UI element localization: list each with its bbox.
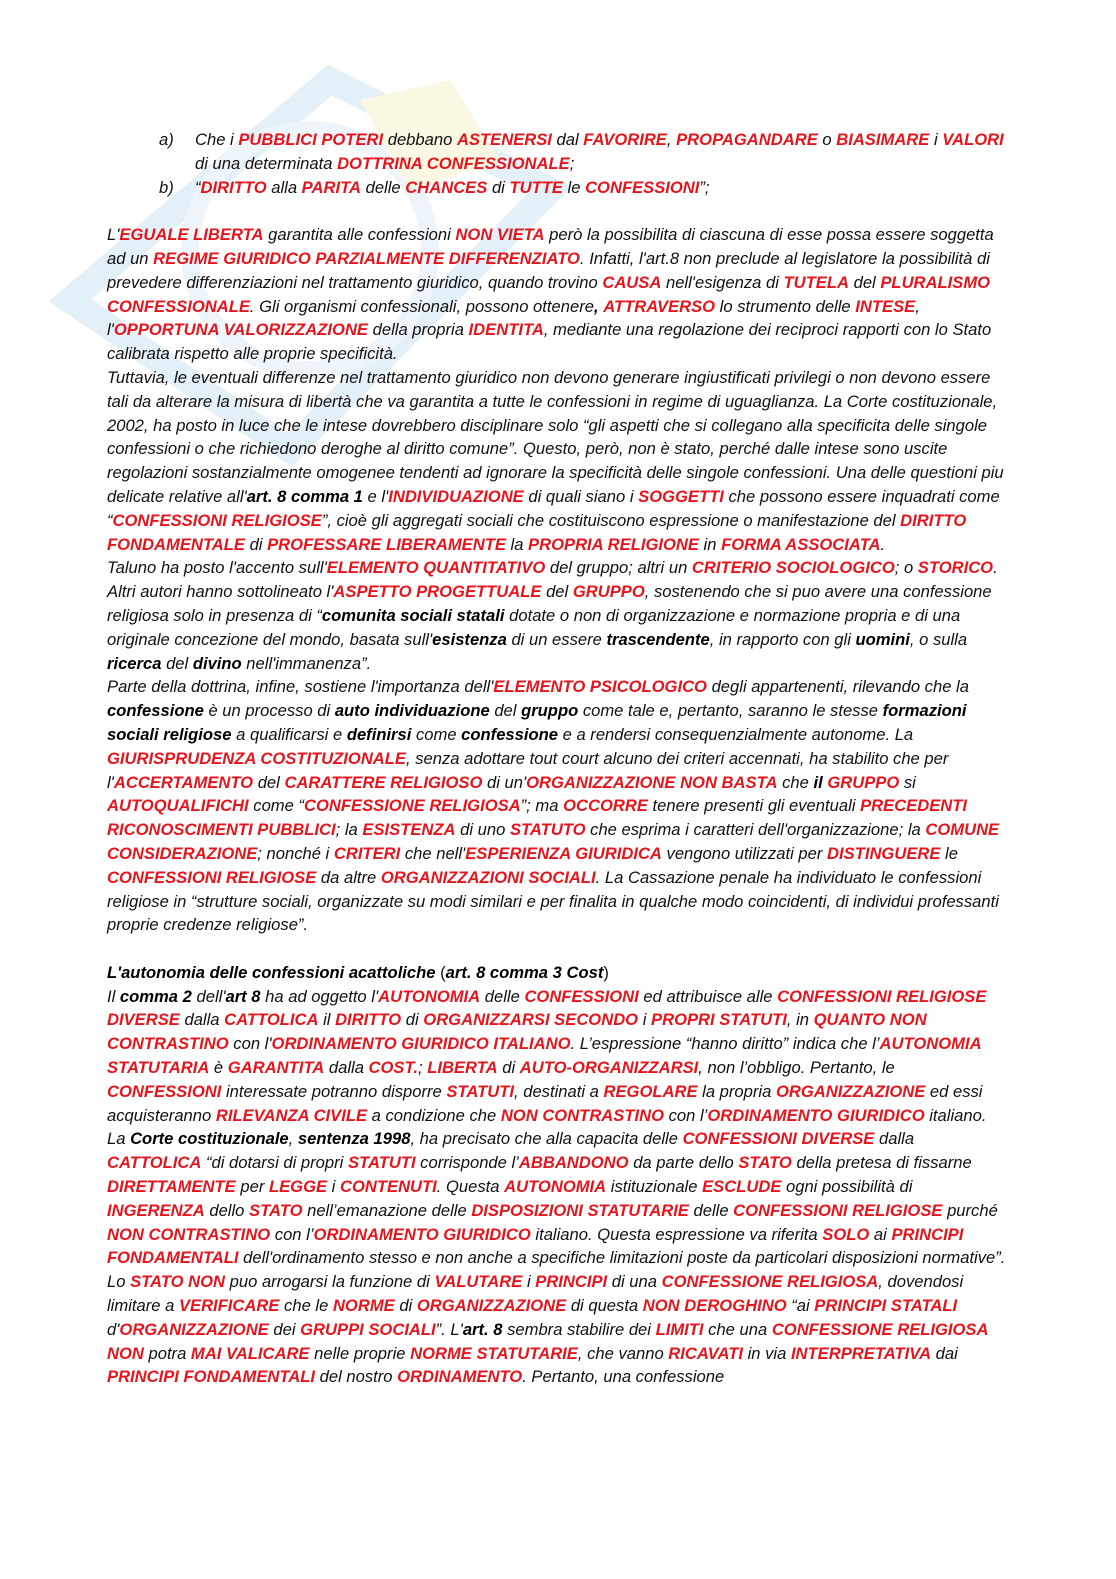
text-run: dei (268, 1319, 301, 1339)
text-run: delle (360, 177, 406, 197)
text-run: o (817, 130, 837, 149)
text-run: delle (688, 1200, 734, 1220)
highlighted-term: SOLO (822, 1224, 870, 1244)
highlighted-term: CONFESSIONE RELIGIOSA (661, 1272, 879, 1292)
bold-term: trascendente (606, 629, 710, 649)
text-run: per (235, 1177, 269, 1197)
highlighted-term: MAI VALICARE (190, 1343, 310, 1363)
highlighted-term: DOTTRINA CONFESSIONALE (337, 153, 570, 173)
text-run: nell'esigenza di (661, 272, 784, 292)
text-run: di una (607, 1272, 662, 1292)
text-run: dal (551, 130, 584, 149)
text-run: è (209, 1058, 228, 1078)
bold-term: uomini (855, 629, 910, 649)
text-run: di (401, 1010, 424, 1030)
list-marker: a) (159, 130, 174, 149)
highlighted-term: ORDINAMENTO GIURIDICO ITALIANO (271, 1034, 571, 1054)
highlighted-term: ORGANIZZARSI SECONDO (423, 1010, 639, 1030)
text-run: si (899, 772, 916, 792)
text-run: , sostenendo che si puo avere una confessione religiosa solo in presenza di “ (107, 582, 992, 625)
text-run: italiano. Questa espressione va riferita (530, 1224, 823, 1244)
text-run: di (394, 1296, 417, 1316)
text-run: con l' (228, 1034, 272, 1054)
bold-term: esistenza (432, 629, 507, 649)
highlighted-term: DIRITTO FONDAMENTALE (107, 510, 967, 554)
list-marker: b) (159, 177, 174, 197)
highlighted-term: PROFESSARE LIBERAMENTE (267, 534, 506, 554)
highlighted-term: CRITERI (333, 843, 401, 863)
highlighted-term: SOGGETTI (638, 486, 724, 506)
highlighted-term: NORME STATUTARIE (410, 1343, 578, 1363)
text-run: che le (279, 1296, 333, 1316)
highlighted-term: GRUPPO (827, 772, 900, 792)
text-run: , (666, 130, 677, 149)
highlighted-term: INTESE (855, 296, 916, 316)
highlighted-term: CHANCES (405, 177, 488, 197)
highlighted-term: ORDINAMENTO GIURIDICO (707, 1105, 925, 1125)
bold-term: definirsi (346, 724, 412, 744)
highlighted-term: EGUALE LIBERTA (119, 225, 264, 245)
text-run: ”; (699, 177, 710, 197)
highlighted-term: CATTOLICA (224, 1010, 319, 1030)
highlighted-term: ESISTENZA (362, 820, 456, 840)
list-item-b (107, 176, 1007, 200)
text-run: ha ad oggetto l' (260, 986, 379, 1006)
text-run: nell’emanazione delle (302, 1200, 472, 1220)
text-run: vengono utilizzati per (661, 843, 828, 863)
text-run: , ha precisato che alla capacita delle (410, 1129, 683, 1149)
bold-term: art. 8 comma 1 (246, 486, 363, 506)
highlighted-term: CONFESSIONI RELIGIOSE (733, 1200, 943, 1220)
bold-term: divino (192, 653, 242, 673)
bold-term: formazioni sociali religiose (107, 701, 967, 744)
highlighted-term: RICAVATI (668, 1343, 743, 1363)
highlighted-term: ACCERTAMENTO (113, 772, 254, 792)
highlighted-term: PRINCIPI STATALI (814, 1296, 958, 1316)
bold-term: confessione (107, 701, 204, 721)
highlighted-term: PLURALISMO CONFESSIONALE (107, 272, 991, 316)
highlighted-term: STATUTI (446, 1081, 514, 1101)
highlighted-term: VERIFICARE (178, 1296, 280, 1316)
highlighted-term: CONFESSIONE RELIGIOSA (303, 796, 521, 816)
text-run: del (541, 582, 573, 602)
highlighted-term: TUTELA (783, 272, 849, 292)
highlighted-term: INTERPRETATIVA (790, 1343, 932, 1363)
bold-term: Corte costituzionale (130, 1129, 289, 1149)
text-run: debbano (383, 130, 457, 149)
highlighted-term: COST. (368, 1058, 419, 1078)
highlighted-term: ORGANIZZAZIONE (775, 1081, 926, 1101)
text-run: ; la (335, 820, 363, 840)
text-run: i (638, 1010, 652, 1030)
highlighted-term: REGIME GIURIDICO PARZIALMENTE DIFFERENZIATO (153, 248, 580, 268)
text-run: in (698, 534, 722, 554)
highlighted-term: CONFESSIONI RELIGIOSE DIVERSE (107, 986, 987, 1030)
text-run: , (288, 1129, 298, 1149)
text-run: , in rapporto con gli (709, 629, 856, 649)
highlighted-term: CATTOLICA (107, 1153, 202, 1173)
highlighted-term: DIRITTO (200, 177, 267, 197)
highlighted-term: STATUTI (347, 1153, 416, 1173)
text-run: a qualificarsi e (231, 724, 347, 744)
highlighted-term: PRINCIPI FONDAMENTALI (107, 1367, 316, 1387)
highlighted-term: NORME (332, 1296, 395, 1316)
highlighted-term: VALORI (942, 130, 1004, 149)
text-run: da altre (316, 867, 381, 887)
bold-term: confessione (461, 724, 558, 744)
highlighted-term: ELEMENTO QUANTITATIVO (326, 558, 546, 578)
text-run: ai (869, 1224, 892, 1244)
highlighted-term: ORGANIZZAZIONI SOCIALI (380, 867, 596, 887)
text-run: “ai (786, 1296, 815, 1316)
text-run: , in (786, 1010, 814, 1030)
text-run: Taluno ha posto l'accento sull' (107, 558, 327, 578)
highlighted-term: AUTONOMIA (378, 986, 481, 1006)
text-run: di quali siano i (523, 486, 639, 506)
text-run: di un' (482, 772, 527, 792)
text-run: ( (435, 962, 446, 982)
spacer (107, 937, 1007, 961)
bold-term: L'autonomia delle confessioni acattoliche (107, 962, 436, 982)
highlighted-term: LIMITI (655, 1319, 704, 1339)
highlighted-term: NON CONTRASTINO (107, 1224, 271, 1244)
text-run: come tale e, pertanto, saranno le stesse (578, 701, 883, 721)
text-run: i (929, 130, 943, 149)
text-run: Parte della dottrina, infine, sostiene l'importanza dell' (107, 677, 494, 697)
highlighted-term: DIRETTAMENTE (107, 1177, 236, 1197)
text-run: , o sulla (909, 629, 968, 649)
text-run: tenere presenti gli eventuali (647, 796, 861, 816)
bold-term: comunita sociali statali (321, 605, 505, 625)
text-run: da parte dello (628, 1153, 739, 1173)
bold-term: sentenza 1998 (297, 1129, 411, 1149)
bold-term: , (593, 296, 599, 316)
highlighted-term: AUTOQUALIFICHI (107, 796, 249, 816)
text-run: L' (107, 225, 120, 245)
text-run: ed attribuisce alle (638, 986, 778, 1006)
highlighted-term: PRECEDENTI RICONOSCIMENTI PUBBLICI (107, 796, 968, 840)
list-item-text (195, 130, 1004, 173)
section-heading (107, 961, 1007, 985)
text-run: dello (204, 1200, 250, 1220)
text-run: del (848, 272, 881, 292)
text-run: dotate o non di organizzazione e normazione propria e di una originale concezione del mondo, basata sull' (107, 605, 961, 649)
text-run: del (489, 701, 522, 721)
highlighted-term: STATUTO (509, 820, 586, 840)
text-run: come “ (248, 796, 304, 816)
text-run: , che vanno (577, 1343, 669, 1363)
text-run: . (880, 534, 886, 554)
text-run: istituzionale (606, 1177, 703, 1197)
text-run: però la possibilita di ciascuna di esse possa essere soggetta ad un (107, 225, 994, 268)
text-run: le (940, 843, 958, 863)
text-run: il (318, 1010, 336, 1030)
highlighted-term: BIASIMARE (836, 130, 930, 149)
text-run: alla (266, 177, 302, 197)
text-run: ; (418, 1058, 428, 1078)
text-run: , senza adottare tout court alcuno dei criteri accennati, ha stabilito che per l' (107, 748, 949, 792)
paragraph-autonomia (107, 985, 1007, 1390)
text-run: degli appartenenti, rilevando che la (706, 677, 969, 697)
text-run: del (161, 653, 193, 673)
text-run: i (522, 1272, 536, 1292)
text-run: le (562, 177, 586, 197)
text-run: nelle proprie (309, 1343, 411, 1363)
highlighted-term: DISTINGUERE (827, 843, 941, 863)
highlighted-term: PROPRI STATUTI (651, 1010, 787, 1030)
bold-term: art 8 (225, 986, 261, 1006)
spacer (107, 199, 1007, 223)
highlighted-term: STATO NON (130, 1272, 226, 1292)
text-run: ; nonché i (257, 843, 334, 863)
highlighted-term: REGOLARE (603, 1081, 698, 1101)
text-run: di (487, 177, 510, 197)
text-run: che esprima i caratteri dell'organizzazione; la (585, 820, 926, 840)
highlighted-term: PARITA (301, 177, 361, 197)
text-run: . Pertanto, una confessione (522, 1367, 725, 1387)
text-run: dalla (179, 1010, 225, 1030)
text-run: corrisponde l’ (415, 1153, 519, 1173)
highlighted-term: COMUNE CONSIDERAZIONE (107, 820, 1000, 863)
highlighted-term: GRUPPI SOCIALI (300, 1319, 436, 1339)
highlighted-term: INGERENZA (107, 1200, 205, 1220)
text-run: dalla (324, 1058, 369, 1078)
text-run: “di dotarsi di propri (201, 1153, 348, 1173)
bold-term: ricerca (107, 653, 162, 673)
highlighted-term: VALUTARE (434, 1272, 523, 1292)
bold-term: art. 8 (462, 1319, 503, 1339)
text-run: , destinati a (514, 1081, 604, 1101)
list-item-text (195, 178, 710, 197)
text-run: che possono essere inquadrati come “ (107, 486, 1000, 530)
text-run: del (253, 772, 285, 792)
text-run: che (777, 772, 814, 792)
text-run: ed essi acquisteranno (107, 1081, 983, 1125)
highlighted-term: CONFESSIONI (585, 177, 700, 197)
text-run: i (327, 1177, 340, 1197)
highlighted-term: CRITERIO SOCIOLOGICO (691, 558, 895, 578)
bold-term: comma 2 (119, 986, 192, 1006)
text-run: Il (107, 986, 120, 1006)
text-run: ) (603, 962, 609, 982)
text-run: di un essere (506, 629, 607, 649)
bold-term: auto individuazione (334, 701, 490, 721)
highlighted-term: FAVORIRE (583, 130, 667, 149)
text-run: di (497, 1058, 520, 1078)
highlighted-term: AUTO-ORGANIZZARSI (519, 1058, 699, 1078)
text-run: ”; ma (520, 796, 564, 816)
highlighted-term: GARANTITA (227, 1058, 325, 1078)
text-run: “ (195, 177, 201, 197)
text-run: in via (742, 1343, 791, 1363)
highlighted-term: LEGGE (268, 1177, 328, 1197)
text-run: . Altri autori hanno sottolineato l' (107, 558, 998, 602)
highlighted-term: ABBANDONO (518, 1153, 629, 1173)
text-run: lo strumento delle (715, 296, 856, 316)
highlighted-term: CONFESSIONI RELIGIOSE (112, 510, 322, 530)
highlighted-term: PROPAGANDARE (676, 130, 818, 149)
highlighted-term: ORDINAMENTO (397, 1367, 523, 1387)
highlighted-term: AUTONOMIA (504, 1177, 607, 1197)
text-run: la (505, 534, 529, 554)
highlighted-term: FORMA ASSOCIATA (721, 534, 881, 554)
text-run: delle (480, 986, 525, 1006)
bold-term: il (813, 772, 823, 792)
highlighted-term: PRINCIPI (535, 1272, 608, 1292)
text-run: sembra stabilire dei (502, 1319, 656, 1339)
text-run: di (244, 534, 268, 554)
highlighted-term: ASPETTO PROGETTUALE (333, 582, 542, 602)
highlighted-term: CONFESSIONI (524, 986, 639, 1006)
highlighted-term: NON VIETA (455, 225, 545, 245)
highlighted-term: AUTONOMIA STATUTARIA (107, 1034, 981, 1078)
text-run: ; o (894, 558, 918, 578)
highlighted-term: QUANTO NON CONTRASTINO (107, 1010, 927, 1054)
text-run: della pretesa di fissarne (791, 1153, 972, 1173)
text-run: . La Cassazione penale ha individuato le confessioni religiose in “strutture sociali, organizzate su modi similari e per finalita in qualche modo coincidenti, di individui professanti proprie credenze religiose”. (107, 867, 999, 935)
text-run: , dovendosi limitare a (107, 1272, 964, 1316)
document-page (107, 128, 1007, 1389)
highlighted-term: CONFESSIONE RELIGIOSA NON (107, 1319, 988, 1363)
highlighted-term: ATTRAVERSO (603, 296, 716, 316)
highlighted-term: CARATTERE RELIGIOSO (284, 772, 483, 792)
highlighted-term: ESCLUDE (702, 1177, 782, 1197)
text-run: . Gli organismi confessionali, possono ottenere (249, 296, 594, 316)
highlighted-term: GRUPPO (572, 582, 645, 602)
text-run: . Infatti, l'art.8 non preclude al legislatore la possibilità di prevedere differenziazioni nel trattamento giuridico, quando trovino (107, 248, 990, 292)
highlighted-term: OPPORTUNA VALORIZZAZIONE (113, 320, 368, 340)
text-run: ”. L' (435, 1319, 463, 1339)
text-run: dai (931, 1343, 958, 1363)
highlighted-term: ORGANIZZAZIONE (119, 1319, 269, 1339)
text-run: e l' (362, 486, 389, 506)
text-run: con l’ (664, 1105, 708, 1125)
highlighted-term: ELEMENTO PSICOLOGICO (493, 677, 707, 697)
highlighted-term: LIBERTA (427, 1058, 498, 1078)
highlighted-term: CONFESSIONI (107, 1081, 222, 1101)
text-run: , mediante una regolazione dei reciproci rapporti con lo Stato calibrata rispetto alle proprie specificità. (107, 320, 992, 364)
bold-term: gruppo (521, 701, 579, 721)
text-run: è un processo di (203, 701, 335, 721)
highlighted-term: OCCORRE (563, 796, 648, 816)
highlighted-term: CAUSA (602, 272, 662, 292)
highlighted-term: TUTTE (509, 177, 563, 197)
text-run: interessate potranno disporre (221, 1081, 447, 1101)
highlighted-term: ORGANIZZAZIONE NON BASTA (526, 772, 778, 792)
highlighted-term: PRINCIPI FONDAMENTALI (107, 1224, 964, 1268)
highlighted-term: STORICO (917, 558, 994, 578)
list-item-a (107, 128, 1007, 176)
highlighted-term: ORGANIZZAZIONE (416, 1296, 567, 1316)
text-run: . L’espressione “hanno diritto” indica che l’ (570, 1034, 880, 1054)
highlighted-term: NON CONTRASTINO (500, 1105, 664, 1125)
text-run: del gruppo; altri un (545, 558, 692, 578)
text-run: ogni possibilità di (781, 1177, 913, 1197)
text-run: la propria (697, 1081, 776, 1101)
text-run: ; (569, 153, 575, 173)
text-run: garantita alle confessioni (263, 225, 456, 245)
text-run: con l’ (270, 1224, 314, 1244)
highlighted-term: RILEVANZA CIVILE (215, 1105, 368, 1125)
text-run: potra (143, 1343, 191, 1363)
highlighted-term: ESPERIENZA GIURIDICA (465, 843, 662, 863)
text-run: e a rendersi consequenzialmente autonome. La (558, 724, 914, 744)
text-run: dalla (874, 1129, 915, 1149)
highlighted-term: PROPRIA RELIGIONE (528, 534, 699, 554)
highlighted-term: DISPOSIZIONI STATUTARIE (471, 1200, 689, 1220)
text-run: del nostro (315, 1367, 398, 1387)
highlighted-term: GIURISPRUDENZA COSTITUZIONALE (107, 748, 406, 768)
highlighted-term: CONTENUTI (339, 1177, 437, 1197)
highlighted-term: INDIVIDUAZIONE (388, 486, 524, 506)
bold-term: art. 8 comma 3 Cost (445, 962, 604, 982)
highlighted-term: CONFESSIONI RELIGIOSE (107, 867, 317, 887)
text-run: purché (942, 1200, 998, 1220)
paragraph-eguale-liberta (107, 223, 1007, 937)
highlighted-term: PUBBLICI POTERI (238, 130, 384, 149)
text-run: dell'ordinamento stesso e non anche a specifiche limitazioni poste da particolari disposizioni normative”. Lo (107, 1248, 1006, 1292)
text-run: dell' (191, 986, 226, 1006)
highlighted-term: IDENTITA (468, 320, 544, 340)
text-run: che nell' (400, 843, 466, 863)
text-run: , non l’obbligo. Pertanto, le (698, 1058, 895, 1078)
text-run: nell'immanenza”. (241, 653, 372, 673)
highlighted-term: ASTENERSI (456, 130, 552, 149)
highlighted-term: STATO (738, 1153, 792, 1173)
text-run: d' (107, 1319, 120, 1339)
text-run: di una determinata (195, 153, 338, 173)
text-run: puo arrogarsi la funzione di (225, 1272, 435, 1292)
text-run: italiano. La (107, 1105, 987, 1149)
highlighted-term: DIRITTO (335, 1010, 402, 1030)
highlighted-term: NON DEROGHINO (642, 1296, 787, 1316)
text-run: di questa (566, 1296, 643, 1316)
highlighted-term: STATO (249, 1200, 303, 1220)
text-run: . Questa (436, 1177, 505, 1197)
text-run: di uno (455, 820, 510, 840)
text-run: ”, cioè gli aggregati sociali che costituiscono espressione o manifestazione del (321, 510, 901, 530)
text-run: come (411, 724, 462, 744)
text-run: Che i (195, 130, 239, 149)
highlighted-term: ORDINAMENTO GIURIDICO (313, 1224, 531, 1244)
text-run: che una (703, 1319, 772, 1339)
highlighted-term: CONFESSIONI DIVERSE (682, 1129, 875, 1149)
text-run: della propria (368, 320, 469, 340)
text-run: , l' (107, 296, 920, 340)
text-run: Tuttavia, le eventuali differenze nel trattamento giuridico non devono generare ingiustificati privilegi o non devono essere tali da alterare la misura di libertà che va garantita a tutte le confessioni in regime di uguaglianza. La Corte costituzionale, 2002, ha posto in luce che le intese dovrebbero disciplinare solo “gli aspetti che si collegano alla specificita delle singole confessioni o che richiedono deroghe al diritto comune”. Questo, però, non è stato, perché dalle intese sono uscite regolazioni sostanzialmente omogenee tendenti ad ignorare la specificità delle singole confessioni. Una delle questioni piu delicate relative all' (107, 367, 1004, 506)
text-run: a condizione che (367, 1105, 501, 1125)
